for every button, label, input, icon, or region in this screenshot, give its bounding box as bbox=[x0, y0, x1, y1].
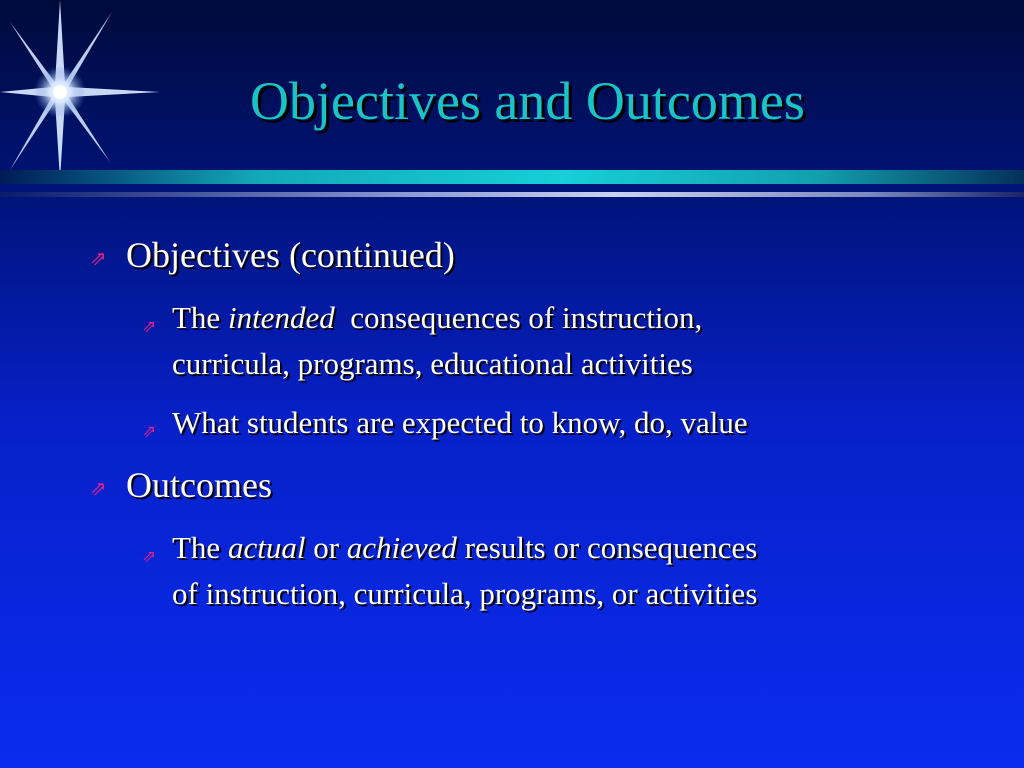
sub-bullet-text-part: or bbox=[305, 530, 347, 565]
emphasis-actual: actual bbox=[227, 530, 306, 565]
slide-title: Objectives and Outcomes bbox=[250, 71, 805, 131]
sub-bullet-text-part: results or consequences bbox=[456, 530, 758, 565]
sub-bullet-expected bbox=[142, 400, 748, 446]
sub-bullet-actual bbox=[142, 525, 758, 617]
title-divider-bar bbox=[0, 170, 1024, 184]
sub-bullet-text-part: The bbox=[172, 300, 228, 335]
bullet-arrow-icon: ⇗ bbox=[90, 476, 107, 500]
bullet-arrow-icon: ⇗ bbox=[90, 246, 107, 270]
bullet-text: Objectives (continued) bbox=[126, 235, 455, 275]
sub-bullet-text-line2: of instruction, curricula, programs, or activities bbox=[172, 576, 758, 611]
starburst-icon bbox=[0, 0, 170, 180]
sub-bullet-text-part: The bbox=[172, 530, 228, 565]
title-divider-line bbox=[0, 192, 1024, 197]
sub-bullet-text-part: consequences of instruction, bbox=[334, 300, 703, 335]
bullet-text: Outcomes bbox=[126, 465, 272, 505]
sub-bullet-arrow-icon: ⇗ bbox=[142, 547, 157, 567]
bullet-objectives bbox=[90, 234, 455, 276]
sub-bullet-text-line2: curricula, programs, educational activities bbox=[172, 346, 693, 381]
sub-bullet-text: What students are expected to know, do, value bbox=[172, 405, 748, 440]
emphasis-intended: intended bbox=[227, 300, 335, 335]
sub-bullet-intended bbox=[142, 295, 703, 387]
sub-bullet-arrow-icon: ⇗ bbox=[142, 422, 157, 442]
emphasis-achieved: achieved bbox=[346, 530, 457, 565]
bullet-outcomes bbox=[90, 464, 272, 506]
sub-bullet-arrow-icon: ⇗ bbox=[142, 317, 157, 337]
